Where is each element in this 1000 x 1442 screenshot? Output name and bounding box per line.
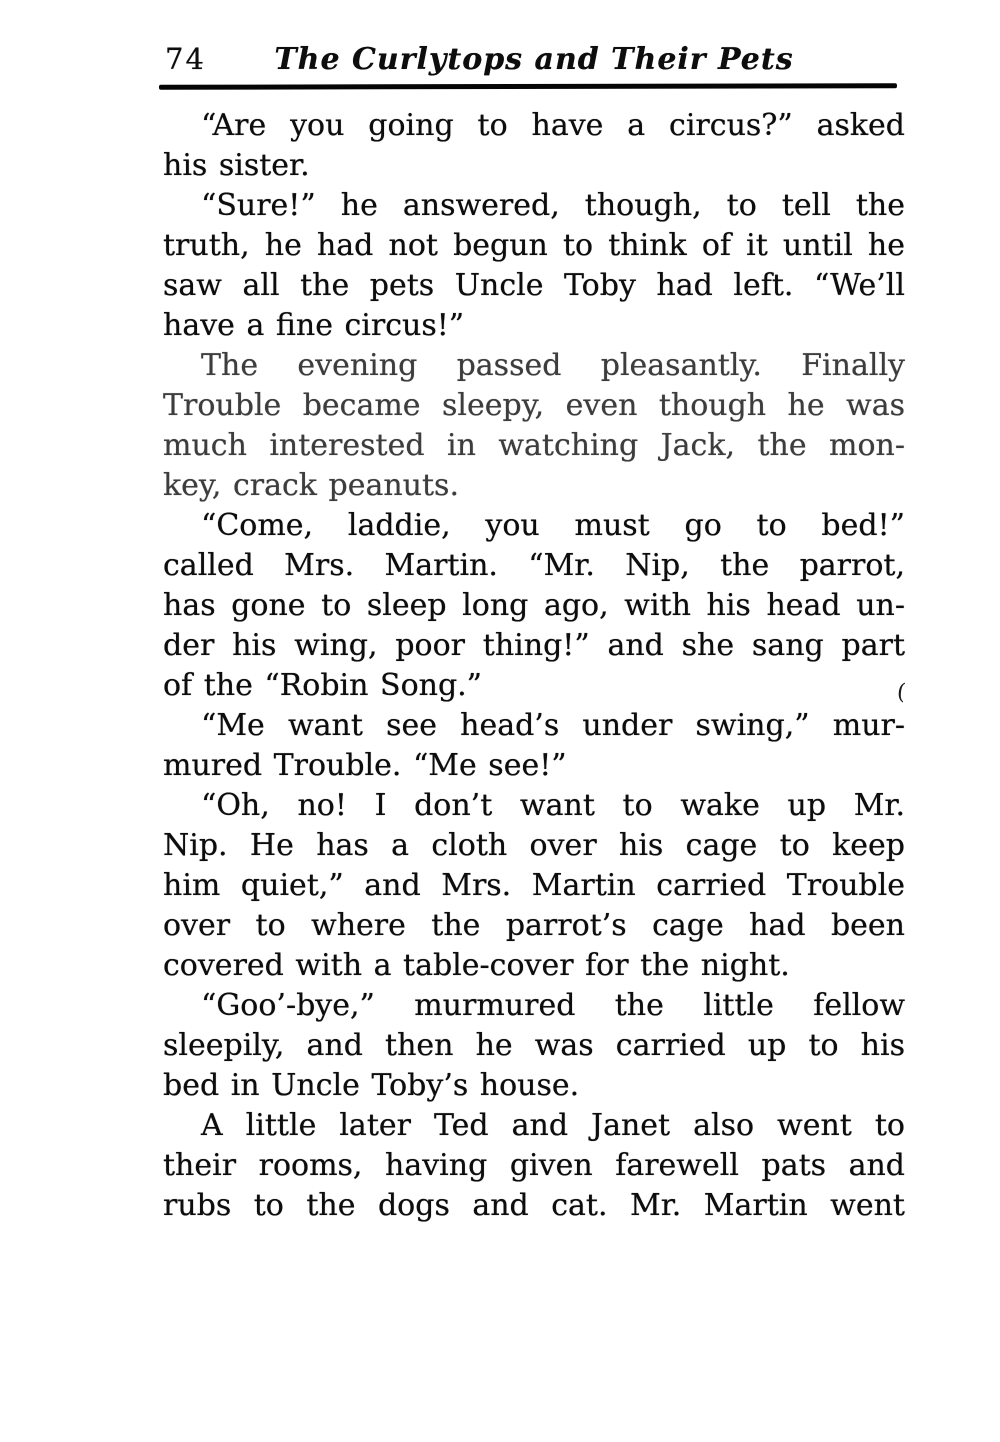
body-text bbox=[163, 106, 905, 1226]
text-line: him quiet,” and Mrs. Martin carried Trouble bbox=[163, 868, 905, 903]
text-line: called Mrs. Martin. “Mr. Nip, the parrot, bbox=[163, 548, 905, 583]
paragraph bbox=[163, 986, 905, 1106]
text-line: his sister. bbox=[163, 148, 310, 183]
text-line: bed in Uncle Toby’s house. bbox=[163, 1068, 580, 1103]
text-line: key, crack peanuts. bbox=[163, 468, 459, 503]
text-line: has gone to sleep long ago, with his head un- bbox=[163, 588, 905, 623]
text-line: covered with a table-cover for the night. bbox=[163, 948, 790, 983]
text-line: Nip. He has a cloth over his cage to keep bbox=[163, 828, 905, 863]
paragraph bbox=[163, 186, 905, 346]
paragraph bbox=[163, 346, 905, 506]
text-line: of the “Robin Song.” bbox=[163, 668, 483, 703]
paragraph bbox=[163, 506, 905, 706]
text-line: “Goo’-bye,” murmured the little fellow bbox=[201, 988, 905, 1023]
text-line: sleepily, and then he was carried up to his bbox=[163, 1028, 905, 1063]
text-line: “Oh, no! I don’t want to wake up Mr. bbox=[201, 788, 905, 823]
paragraph bbox=[163, 1106, 905, 1226]
text-line: “Are you going to have a circus?” asked bbox=[201, 108, 905, 143]
paragraph bbox=[163, 106, 905, 186]
text-line: “Come, laddie, you must go to bed!” bbox=[201, 508, 905, 543]
running-title: The Curlytops and Their Pets bbox=[274, 42, 794, 77]
text-line: A little later Ted and Janet also went to bbox=[201, 1108, 905, 1143]
text-line: saw all the pets Uncle Toby had left. “We’ll bbox=[163, 268, 905, 303]
text-line: The evening passed pleasantly. Finally bbox=[201, 348, 905, 383]
text-line: “Sure!” he answered, though, to tell the bbox=[201, 188, 905, 223]
page-header bbox=[163, 42, 905, 78]
text-line: truth, he had not begun to think of it until he bbox=[163, 228, 905, 263]
text-line: der his wing, poor thing!” and she sang part bbox=[163, 628, 905, 663]
text-line: Trouble became sleepy, even though he was bbox=[163, 388, 905, 423]
text-line: much interested in watching Jack, the mon- bbox=[163, 428, 905, 463]
ink-artifact: ( bbox=[895, 679, 907, 706]
header-rule bbox=[159, 83, 897, 90]
text-line: “Me want see head’s under swing,” mur- bbox=[201, 708, 905, 743]
page-number: 74 bbox=[165, 42, 206, 76]
text-line: their rooms, having given farewell pats and bbox=[163, 1148, 905, 1183]
text-line: over to where the parrot’s cage had been bbox=[163, 908, 905, 943]
text-line: mured Trouble. “Me see!” bbox=[163, 748, 567, 783]
text-line: rubs to the dogs and cat. Mr. Martin went bbox=[163, 1188, 905, 1223]
text-line: have a fine circus!” bbox=[163, 308, 465, 343]
paragraph bbox=[163, 706, 905, 786]
paragraph bbox=[163, 786, 905, 986]
